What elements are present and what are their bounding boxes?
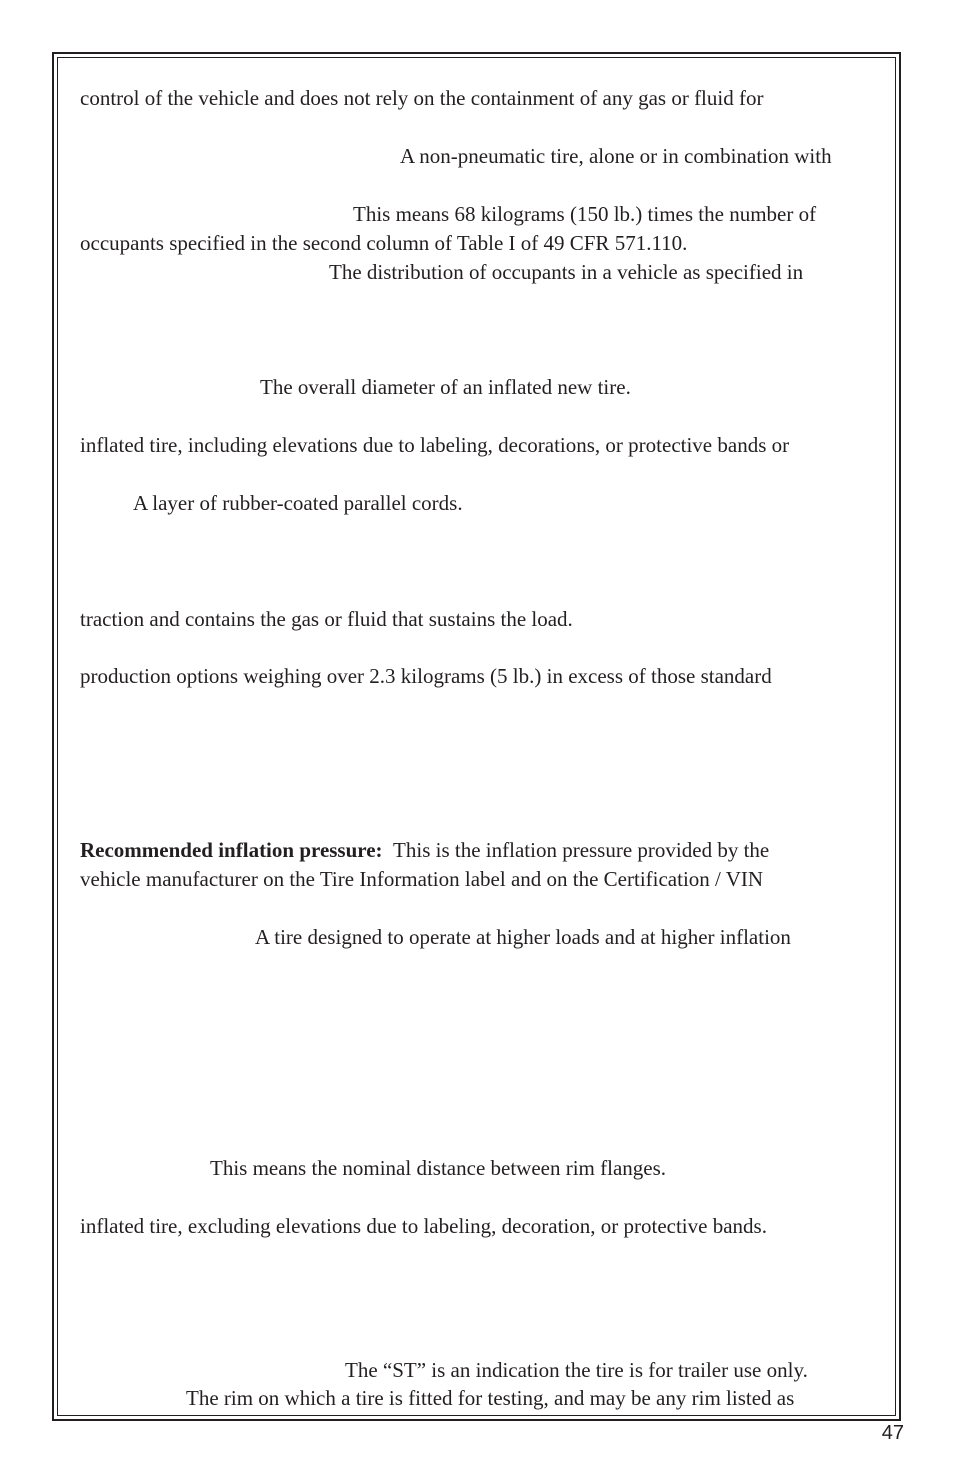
text-line: control of the vehicle and does not rely on the containment of any gas or fluid for bbox=[80, 86, 764, 110]
text-line: occupants specified in the second column of Table I of 49 CFR 571.110. bbox=[80, 231, 688, 255]
definition-line bbox=[80, 837, 769, 863]
page-number: 47 bbox=[881, 1422, 904, 1444]
text-line: vehicle manufacturer on the Tire Information label and on the Certification / VIN bbox=[80, 867, 764, 891]
text-line: The rim on which a tire is fitted for testing, and may be any rim listed as bbox=[186, 1386, 795, 1410]
definition-text: This is the inflation pressure provided by the bbox=[393, 838, 770, 862]
text-line: The “ST” is an indication the tire is for trailer use only. bbox=[345, 1358, 808, 1382]
text-line: The overall diameter of an inflated new tire. bbox=[260, 375, 631, 399]
text-line: production options weighing over 2.3 kilograms (5 lb.) in excess of those standard bbox=[80, 664, 772, 688]
text-line: This means 68 kilograms (150 lb.) times the number of bbox=[353, 202, 817, 226]
text-line: A tire designed to operate at higher loads and at higher inflation bbox=[255, 925, 791, 949]
text-line: The distribution of occupants in a vehicle as specified in bbox=[329, 260, 804, 284]
term-recommended-inflation-pressure: Recommended inflation pressure: bbox=[80, 838, 383, 862]
text-line: A layer of rubber-coated parallel cords. bbox=[133, 491, 463, 515]
text-line: traction and contains the gas or fluid that sustains the load. bbox=[80, 607, 573, 631]
text-line: This means the nominal distance between rim flanges. bbox=[210, 1156, 667, 1180]
text-line: inflated tire, excluding elevations due to labeling, decoration, or protective bands. bbox=[80, 1214, 767, 1238]
text-line: inflated tire, including elevations due to labeling, decorations, or protective bands or bbox=[80, 433, 790, 457]
text-line: A non-pneumatic tire, alone or in combination with bbox=[400, 144, 832, 168]
